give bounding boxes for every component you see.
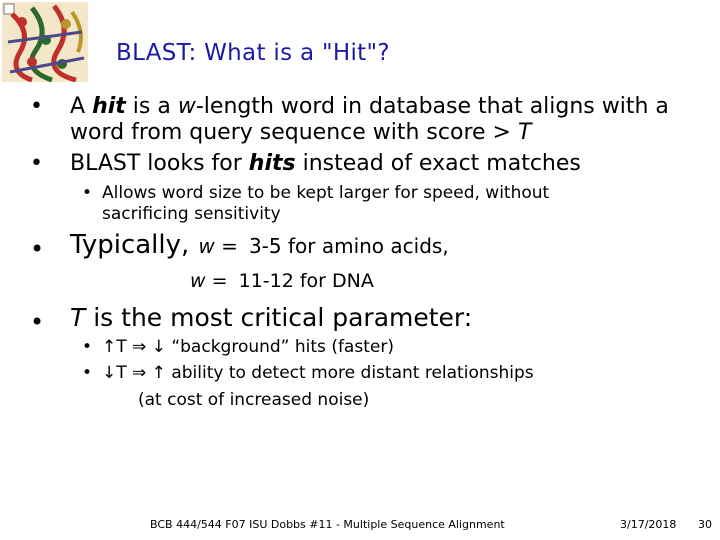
- slide-title: BLAST: What is a "Hit"?: [116, 40, 390, 66]
- text: -length word in database that aligns with a: [195, 94, 669, 119]
- bullet-dot: •: [30, 94, 43, 119]
- w-variable: w: [177, 94, 196, 119]
- text: A: [70, 94, 86, 119]
- text: =: [211, 270, 228, 292]
- text: word from query sequence with score >: [70, 120, 511, 145]
- hits-term: hits: [248, 151, 296, 176]
- sub-bullet-dot: •: [82, 337, 93, 357]
- t-variable: T: [70, 303, 86, 332]
- text: is a: [132, 94, 171, 119]
- text: instead of exact matches: [302, 151, 581, 176]
- sub-bullet-word-size-line2: sacrificing sensitivity: [102, 204, 281, 224]
- typically-dna: [190, 270, 374, 292]
- footer-course: BCB 444/544 F07 ISU Dobbs #11 - Multiple Sequence Alignment: [150, 518, 505, 531]
- bullet-dot: •: [30, 308, 45, 336]
- bullet-dot: •: [30, 151, 43, 176]
- sub-bullet-word-size-line1: Allows word size to be kept larger for speed, without: [102, 183, 550, 203]
- dna-range: 11-12 for DNA: [238, 270, 374, 292]
- sub-bullet-decrease-t-line2: (at cost of increased noise): [138, 390, 370, 410]
- w-variable: w: [190, 270, 206, 292]
- footer-date: 3/17/2018: [620, 518, 677, 531]
- sub-bullet-dot: •: [82, 183, 93, 203]
- amino-acid-range: 3-5 for amino acids,: [248, 234, 449, 258]
- bullet-typically: [70, 230, 449, 260]
- text: BLAST looks for: [70, 151, 242, 176]
- bullet-hit-definition-line1: [70, 95, 669, 119]
- footer-page-number: 30: [698, 518, 712, 531]
- dna-people-logo: [2, 2, 88, 82]
- typically-label: Typically,: [70, 230, 190, 260]
- text: is the most critical parameter:: [93, 303, 473, 332]
- hit-term: hit: [92, 94, 126, 119]
- bullet-dot: •: [30, 235, 45, 263]
- sub-bullet-increase-t: ↑T ⇒ ↓ “background” hits (faster): [102, 337, 394, 357]
- t-variable: T: [517, 120, 532, 145]
- w-variable: w: [198, 234, 215, 258]
- text: =: [221, 234, 238, 258]
- bullet-t-critical: [70, 303, 472, 332]
- bullet-blast-hits: [70, 152, 581, 176]
- bullet-hit-definition-line2: [70, 121, 531, 145]
- sub-bullet-decrease-t-line1: ↓T ⇒ ↑ ability to detect more distant relationships: [102, 363, 534, 383]
- sub-bullet-dot: •: [82, 363, 93, 383]
